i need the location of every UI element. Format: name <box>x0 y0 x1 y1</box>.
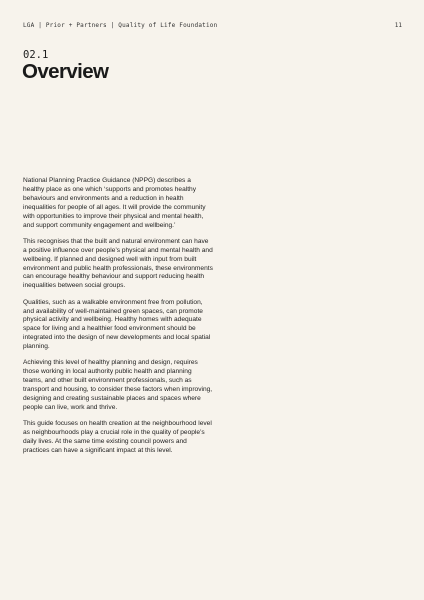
paragraph-guide-focus: This guide focuses on health creation at the neighbourhood level as neighbourhoods play a crucial role in the quality of people’s daily lives. At the same time existing council powers and practices can have a significant impact at this level. <box>23 420 212 455</box>
paragraph-nppg-definition: National Planning Practice Guidance (NPPG) describes a healthy place as one which ‘supports and promotes healthy behaviours and environments and a reduction in health inequalities for people of all ages. It will provide the community with opportunities to improve their physical and mental health, and support community engagement and wellbeing.’ <box>23 177 206 229</box>
page-title: Overview <box>22 60 109 83</box>
paragraph-built-environment: This recognises that the built and natural environment can have a positive influence over people’s physical and mental health and wellbeing. If planned and designed well with input from built environment and public health professionals, these environments can encourage healthy behaviour and support reducing health inequalities between social groups. <box>23 237 213 290</box>
paragraph-achieving: Achieving this level of healthy planning and design, requires those working in local authority public health and planning teams, and other built environment professionals, such as transport and housing, to consider these factors when improving, designing and creating sustainable places and spaces where people can live, work and thrive. <box>23 359 213 412</box>
section-number: 02.1 <box>23 49 49 61</box>
paragraph-qualities: Qualities, such as a walkable environment free from pollution, and availability of well-maintained green spaces, can promote physical activity and wellbeing. Healthy homes with adequate space for living and a healthier food environment should be integrated into the design of new developments and local spatial planning. <box>23 298 211 351</box>
running-header: LGA | Prior + Partners | Quality of Life Foundation <box>23 22 218 29</box>
body-text <box>23 177 213 463</box>
page-number: 11 <box>394 22 402 29</box>
